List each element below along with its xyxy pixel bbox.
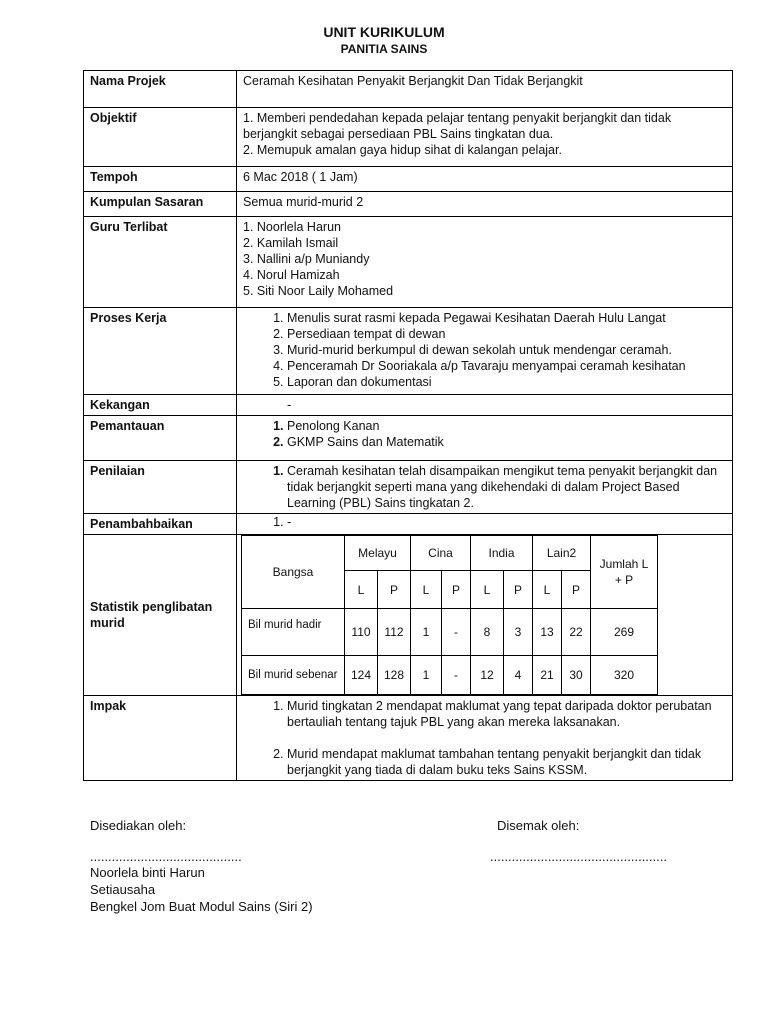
stat-value: 112 <box>378 609 411 656</box>
jumlah-header: Jumlah L + P <box>591 536 658 609</box>
row-pemantauan <box>84 416 733 461</box>
value-penambahbaikan <box>237 514 733 535</box>
prepared-signature-line: .......................................... <box>90 849 242 864</box>
stat-value: 124 <box>345 656 378 695</box>
label-guru-terlibat: Guru Terlibat <box>84 217 237 308</box>
group-header: India <box>471 536 533 571</box>
label-impak: Impak <box>84 696 237 781</box>
table-row <box>242 609 658 656</box>
row-objektif <box>84 108 733 167</box>
value-nama-projek: Ceramah Kesihatan Penyakit Berjangkit Dan Tidak Berjangkit <box>237 71 733 108</box>
stat-total: 320 <box>591 656 658 695</box>
preparer-organization: Bengkel Jom Buat Modul Sains (Siri 2) <box>90 899 313 914</box>
label-penambahbaikan: Penambahbaikan <box>84 514 237 535</box>
list-item: 1. Ceramah kesihatan telah disampaikan mengikut tema penyakit berjangkit dan tidak berjangkit seperti mana yang dikehendaki di dalam Project Based Learning (PBL) Sains tingkatan 2. <box>287 463 726 511</box>
row-statistik <box>84 535 733 696</box>
checked-signature-line: ................................................. <box>490 849 667 864</box>
document-title: UNIT KURIKULUM <box>323 24 445 40</box>
label-objektif: Objektif <box>84 108 237 167</box>
sub-header: L <box>533 571 562 609</box>
label-kekangan: Kekangan <box>84 395 237 416</box>
row-proses-kerja <box>84 308 733 395</box>
group-header: Cina <box>411 536 471 571</box>
row-penambahbaikan <box>84 514 733 535</box>
stat-value: 128 <box>378 656 411 695</box>
stat-value: 12 <box>471 656 504 695</box>
guru-line: 4. Norul Hamizah <box>243 268 340 282</box>
list-item: 4. Penceramah Dr Sooriakala a/p Tavaraju menyampai ceramah kesihatan <box>287 358 726 374</box>
label-statistik: Statistik penglibatan murid <box>84 535 237 696</box>
stat-value: 1 <box>411 609 442 656</box>
sub-header: P <box>442 571 471 609</box>
report-table <box>83 70 733 781</box>
value-statistik <box>237 535 733 696</box>
stat-value: - <box>442 656 471 695</box>
value-kumpulan-sasaran: Semua murid-murid 2 <box>237 192 733 217</box>
list-item: 2. GKMP Sains dan Matematik <box>287 434 726 450</box>
list-item: 1. Menulis surat rasmi kepada Pegawai Kesihatan Daerah Hulu Langat <box>287 310 726 326</box>
row-penilaian <box>84 461 733 514</box>
sub-header: P <box>562 571 591 609</box>
value-pemantauan <box>237 416 733 461</box>
list-item: 1. Murid tingkatan 2 mendapat maklumat yang tepat daripada doktor perubatan bertauliah tentang tajuk PBL yang akan mereka laksanakan. <box>287 698 726 730</box>
guru-line: 3. Nallini a/p Muniandy <box>243 252 370 266</box>
row-kekangan <box>84 395 733 416</box>
proses-list <box>243 310 726 390</box>
label-pemantauan: Pemantauan <box>84 416 237 461</box>
sub-header: L <box>411 571 442 609</box>
group-header: Melayu <box>345 536 411 571</box>
impak-list <box>243 698 726 778</box>
bangsa-header: Bangsa <box>242 536 345 609</box>
objektif-line: berjangkit sebagai persediaan PBL Sains tingkatan dua. <box>243 127 554 141</box>
value-tempoh: 6 Mac 2018 ( 1 Jam) <box>237 167 733 192</box>
row-label: Bil murid hadir <box>242 609 345 656</box>
value-objektif <box>237 108 733 167</box>
guru-line: 2. Kamilah Ismail <box>243 236 339 250</box>
penambahbaikan-list <box>243 514 726 530</box>
stat-value: 30 <box>562 656 591 695</box>
label-tempoh: Tempoh <box>84 167 237 192</box>
row-label: Bil murid sebenar <box>242 656 345 695</box>
preparer-position: Setiausaha <box>90 882 156 897</box>
stat-value: 8 <box>471 609 504 656</box>
preparer-name: Noorlela binti Harun <box>90 865 205 880</box>
row-guru-terlibat <box>84 217 733 308</box>
row-kumpulan-sasaran <box>84 192 733 217</box>
sub-header: L <box>345 571 378 609</box>
stat-total: 269 <box>591 609 658 656</box>
objektif-line: 2. Memupuk amalan gaya hidup sihat di kalangan pelajar. <box>243 143 562 157</box>
value-kekangan: - <box>237 395 733 416</box>
list-item: 1. - <box>287 514 726 530</box>
list-item: 3. Murid-murid berkumpul di dewan sekolah untuk mendengar ceramah. <box>287 342 726 358</box>
list-item: 1. Penolong Kanan <box>287 418 726 434</box>
label-kumpulan-sasaran: Kumpulan Sasaran <box>84 192 237 217</box>
objektif-line: 1. Memberi pendedahan kepada pelajar tentang penyakit berjangkit dan tidak <box>243 111 672 125</box>
value-impak <box>237 696 733 781</box>
guru-line: 1. Noorlela Harun <box>243 220 341 234</box>
label-penilaian: Penilaian <box>84 461 237 514</box>
checked-by-label: Disemak oleh: <box>497 818 580 833</box>
prepared-by-label: Disediakan oleh: <box>90 818 187 833</box>
stat-value: 13 <box>533 609 562 656</box>
sub-header: P <box>504 571 533 609</box>
stat-value: 21 <box>533 656 562 695</box>
sub-header: L <box>471 571 504 609</box>
table-row <box>242 656 658 695</box>
stat-value: 22 <box>562 609 591 656</box>
statistik-table <box>241 535 658 695</box>
label-nama-projek: Nama Projek <box>84 71 237 108</box>
document-subtitle: PANITIA SAINS <box>340 42 428 56</box>
row-tempoh <box>84 167 733 192</box>
label-proses-kerja: Proses Kerja <box>84 308 237 395</box>
stat-value: 110 <box>345 609 378 656</box>
value-guru-terlibat <box>237 217 733 308</box>
list-item: 2. Murid mendapat maklumat tambahan tentang penyakit berjangkit dan tidak berjangkit yang tiada di dalam buku teks Sains KSSM. <box>287 746 726 778</box>
guru-line: 5. Siti Noor Laily Mohamed <box>243 284 394 298</box>
list-item: 2. Persediaan tempat di dewan <box>287 326 726 342</box>
stat-value: 3 <box>504 609 533 656</box>
list-item: 5. Laporan dan dokumentasi <box>287 374 726 390</box>
pemantauan-list <box>243 418 726 450</box>
stat-value: 4 <box>504 656 533 695</box>
row-impak <box>84 696 733 781</box>
value-penilaian <box>237 461 733 514</box>
row-nama-projek <box>84 71 733 108</box>
group-header: Lain2 <box>533 536 591 571</box>
stat-value: 1 <box>411 656 442 695</box>
stat-value: - <box>442 609 471 656</box>
sub-header: P <box>378 571 411 609</box>
value-proses-kerja <box>237 308 733 395</box>
penilaian-list <box>243 463 726 511</box>
